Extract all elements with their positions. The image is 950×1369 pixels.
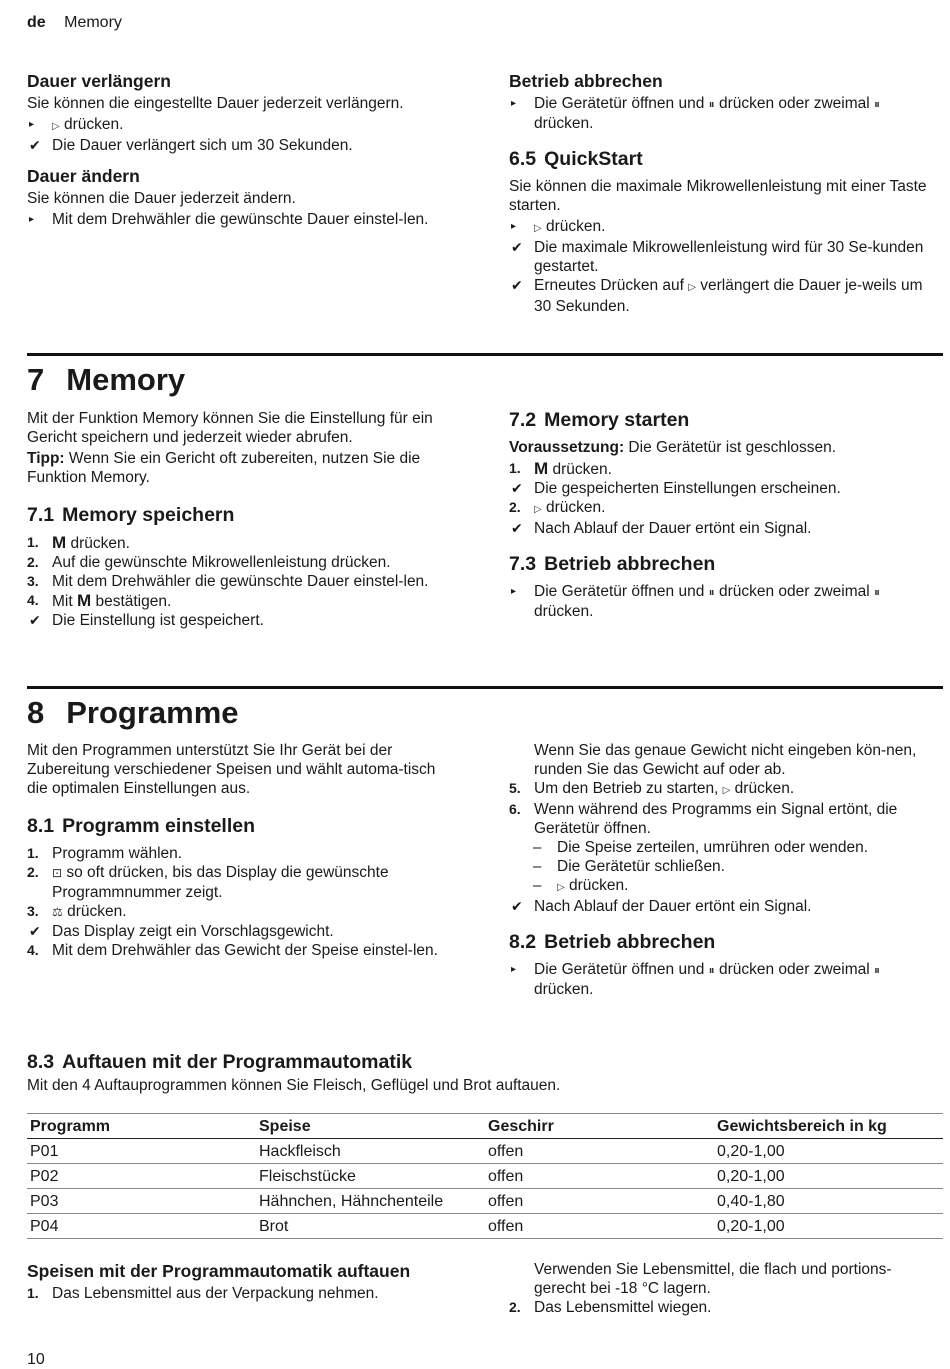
table-cell: 0,20-1,00 — [714, 1139, 943, 1164]
heading-quickstart: 6.5 QuickStart — [509, 148, 643, 170]
triangle-icon: ▸ — [29, 214, 35, 225]
heading-auftauen: 8.3 Auftauen mit der Programmautomatik — [27, 1051, 413, 1073]
step-auftauen-1: 1. Das Lebensmittel aus der Verpackung nehmen. — [27, 1285, 379, 1302]
step-memory-starten-1: 1. M drücken. — [509, 459, 612, 478]
section-dauer — [27, 70, 457, 229]
stop-icon: ⏸ — [874, 97, 881, 111]
text-auftauen-intro: Mit den 4 Auftauprogrammen können Sie Fleisch, Geflügel und Brot auftauen. — [27, 1077, 561, 1094]
table-row — [27, 1164, 943, 1189]
weight-icon: ⚖ — [52, 905, 63, 919]
table-cell: Hähnchen, Hähnchenteile — [256, 1189, 485, 1214]
triangle-icon: ▸ — [511, 586, 517, 597]
step-programm-2: 2. ⊡ so oft drücken, bis das Display die gewünschte Programmnummer zeigt. — [27, 864, 389, 901]
stop-icon: ⏸ — [708, 97, 715, 111]
triangle-icon: ▸ — [511, 221, 517, 232]
table-header-cell: Programm — [27, 1114, 256, 1139]
table-cell: Hackfleisch — [256, 1139, 485, 1164]
table-header-row — [27, 1114, 943, 1139]
step-programm-3: 3. ⚖ drücken. — [27, 903, 127, 920]
table-cell: P02 — [27, 1164, 256, 1189]
dash-marker: – — [533, 858, 542, 875]
table-cell: Fleischstücke — [256, 1164, 485, 1189]
check-icon: ✔ — [29, 612, 41, 628]
page-number: 10 — [27, 1351, 45, 1368]
table-cell: Brot — [256, 1214, 485, 1239]
stop-icon: ⏸ — [708, 585, 715, 599]
step-betrieb-abbrechen-82: ▸ Die Gerätetür öffnen und ⏸ drücken oder zweimal ⏸ drücken. — [511, 961, 881, 998]
substep-programm-6-2: – Die Gerätetür schließen. — [533, 858, 725, 875]
table-row — [27, 1189, 943, 1214]
section-speisen-auftauen — [27, 1260, 457, 1303]
table-cell: P04 — [27, 1214, 256, 1239]
triangle-icon: ▸ — [29, 119, 35, 130]
substep-programm-6-3: – ▷ drücken. — [509, 876, 941, 897]
section-programme-intro — [27, 741, 457, 960]
chapter-rule — [27, 353, 943, 356]
check-icon: ✔ — [29, 923, 41, 939]
running-head — [27, 13, 122, 32]
check-icon: ✔ — [511, 239, 523, 255]
step-programm-4-cont: Wenn Sie das genaue Gewicht nicht eingeben kön-nen, runden Sie das Gewicht auf oder ab. — [534, 742, 917, 778]
check-icon: ✔ — [511, 520, 523, 536]
step-dauer-aendern: ▸ Mit dem Drehwähler die gewünschte Dauer einstel-len. — [29, 211, 429, 228]
heading-betrieb-abbrechen: Betrieb abbrechen — [509, 71, 663, 91]
check-icon: ✔ — [511, 480, 523, 496]
section-auftauen — [27, 1050, 943, 1097]
heading-programm-einstellen: 8.1 Programm einstellen — [27, 815, 256, 837]
step-programm-1: 1. Programm wählen. — [27, 845, 183, 862]
plus30-icon: ▷ — [52, 121, 60, 132]
check-icon: ✔ — [29, 137, 41, 153]
result-memory-starten-2: ✔ Nach Ablauf der Dauer ertönt ein Signal. — [511, 520, 812, 537]
running-head-section: Memory — [64, 14, 122, 31]
substep-programm-6-1: – Die Speise zerteilen, umrühren oder wenden. — [533, 839, 869, 856]
step-dauer-verlaengern: ▸ ▷ drücken. — [27, 115, 457, 136]
table-cell: P03 — [27, 1189, 256, 1214]
chapter-7-title: 7 Memory — [27, 362, 186, 397]
result-quickstart-1: ✔ Die maximale Mikrowellenleistung wird für 30 Se-kunden gestartet. — [511, 239, 924, 275]
table-cell: offen — [485, 1164, 714, 1189]
step-betrieb-abbrechen: ▸ Die Gerätetür öffnen und ⏸ drücken oder zweimal ⏸ drücken. — [511, 95, 881, 132]
section-memory-starten — [509, 408, 941, 621]
step-betrieb-abbrechen-73: ▸ Die Gerätetür öffnen und ⏸ drücken oder zweimal ⏸ drücken. — [511, 583, 881, 620]
plus30-icon: ▷ — [722, 785, 731, 796]
step-programm-5: 5. Um den Betrieb zu starten, ▷ drücken. — [509, 779, 941, 800]
triangle-icon: ▸ — [511, 98, 517, 109]
table-cell: offen — [485, 1189, 714, 1214]
result-quickstart-2: ✔ Erneutes Drücken auf ▷ verlängert die Dauer je-weils um 30 Sekunden. — [511, 277, 923, 315]
step-memory-speichern-1: 1. M drücken. — [27, 533, 130, 552]
step-memory-speichern-2: 2. Auf die gewünschte Mikrowellenleistung drücken. — [27, 554, 391, 571]
step-memory-speichern-4: 4. Mit M bestätigen. — [27, 591, 172, 610]
section-memory-intro — [27, 409, 457, 630]
heading-memory-starten: 7.2 Memory starten — [509, 409, 690, 431]
plus30-icon: ▷ — [688, 282, 696, 293]
dash-marker: – — [533, 839, 542, 856]
check-icon: ✔ — [511, 898, 523, 914]
section-betrieb-abbrechen-1 — [509, 70, 941, 316]
auftau-table — [27, 1113, 943, 1239]
section-speisen-auftauen-cont — [509, 1260, 941, 1317]
step-memory-starten-2: 2. ▷ drücken. — [509, 498, 941, 519]
table-cell: 0,40-1,80 — [714, 1189, 943, 1214]
memory-key-icon: M — [52, 533, 67, 552]
step-quickstart: ▸ ▷ drücken. — [509, 217, 941, 238]
language-code: de — [27, 14, 46, 31]
table-row — [27, 1214, 943, 1239]
table-cell: offen — [485, 1214, 714, 1239]
step-auftauen-1-cont: Verwenden Sie Lebensmittel, die flach und portions-gerecht bei -18 °C lagern. — [534, 1261, 892, 1297]
result-memory-speichern: ✔ Die Einstellung ist gespeichert. — [29, 612, 264, 629]
step-programm-6: 6. Wenn während des Programms ein Signal ertönt, die Gerätetür öffnen. — [509, 801, 898, 837]
plus30-icon: ▷ — [534, 504, 542, 515]
triangle-icon: ▸ — [511, 964, 517, 975]
dash-marker: – — [533, 877, 542, 894]
stop-icon: ⏸ — [874, 585, 881, 599]
text-voraussetzung: Voraussetzung: Die Gerätetür ist geschlossen. — [509, 439, 837, 456]
step-programm-4: 4. Mit dem Drehwähler das Gewicht der Speise einstel-len. — [27, 942, 438, 959]
text-dauer-verlaengern-intro: Sie können die eingestellte Dauer jederzeit verlängern. — [27, 95, 404, 112]
plus30-icon: ▷ — [534, 223, 542, 234]
table-cell: 0,20-1,00 — [714, 1214, 943, 1239]
heading-speisen-auftauen: Speisen mit der Programmautomatik auftauen — [27, 1261, 411, 1281]
chapter-8-title: 8 Programme — [27, 695, 239, 730]
table-header-cell: Speise — [256, 1114, 485, 1139]
memory-key-icon: M — [76, 591, 92, 610]
heading-dauer-aendern: Dauer ändern — [27, 166, 140, 186]
result-memory-starten-1: ✔ Die gespeicherten Einstellungen erscheinen. — [511, 480, 841, 497]
heading-memory-speichern: 7.1 Memory speichern — [27, 504, 235, 526]
program-icon: ⊡ — [52, 866, 63, 880]
stop-icon: ⏸ — [874, 963, 881, 977]
table-cell: 0,20-1,00 — [714, 1164, 943, 1189]
chapter-rule — [27, 686, 943, 689]
stop-icon: ⏸ — [708, 963, 715, 977]
memory-key-icon: M — [534, 459, 549, 478]
text-quickstart-intro: Sie können die maximale Mikrowellenleistung mit einer Taste starten. — [509, 178, 927, 214]
text-memory-intro: Mit der Funktion Memory können Sie die Einstellung für ein Gericht speichern und jederzeit wieder abrufen. — [27, 410, 433, 446]
table-header-cell: Geschirr — [485, 1114, 714, 1139]
step-auftauen-2: 2. Das Lebensmittel wiegen. — [509, 1299, 712, 1316]
table-row — [27, 1139, 943, 1164]
text-dauer-aendern-intro: Sie können die Dauer jederzeit ändern. — [27, 190, 296, 207]
table-cell: offen — [485, 1139, 714, 1164]
result-programm-6: ✔ Nach Ablauf der Dauer ertönt ein Signal. — [511, 898, 812, 915]
heading-dauer-verlaengern: Dauer verlängern — [27, 71, 171, 91]
table-header-cell: Gewichtsbereich in kg — [714, 1114, 943, 1139]
heading-betrieb-abbrechen-82: 8.2 Betrieb abbrechen — [509, 931, 716, 953]
text-programme-intro: Mit den Programmen unterstützt Sie Ihr Gerät bei der Zubereitung verschiedener Speisen und wählt automa-tisch die optimalen Einstellungen aus. — [27, 742, 436, 797]
result-dauer-verlaengern: ✔ Die Dauer verlängert sich um 30 Sekunden. — [29, 137, 353, 154]
plus30-icon: ▷ — [557, 882, 565, 893]
text-memory-tip: Tipp: Wenn Sie ein Gericht oft zubereiten, nutzen Sie die Funktion Memory. — [27, 450, 421, 486]
step-memory-speichern-3: 3. Mit dem Drehwähler die gewünschte Dauer einstel-len. — [27, 573, 429, 590]
heading-betrieb-abbrechen-73: 7.3 Betrieb abbrechen — [509, 553, 716, 575]
table-cell: P01 — [27, 1139, 256, 1164]
check-icon: ✔ — [511, 277, 523, 293]
result-programm-3: ✔ Das Display zeigt ein Vorschlagsgewicht. — [29, 923, 334, 940]
section-programm-cont — [509, 741, 941, 999]
